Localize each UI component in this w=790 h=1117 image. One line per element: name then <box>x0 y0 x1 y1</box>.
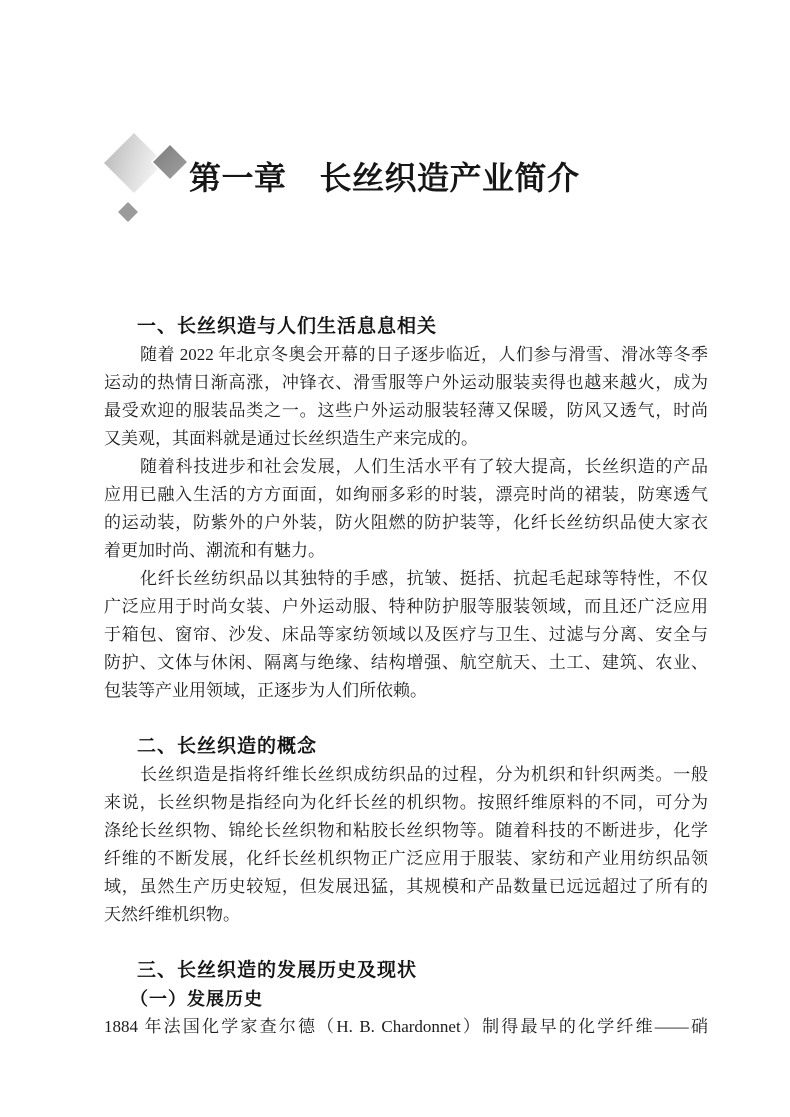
paragraph-line: 1884 年法国化学家查尔德（H. B. Chardonnet）制得最早的化学纤维——硝 <box>104 1017 708 1036</box>
chapter-decoration <box>100 125 195 230</box>
chapter-heading <box>189 158 580 198</box>
paragraph-line: 长丝织造是指将纤维长丝织成纺织品的过程，分为机织和针织两类。一般 <box>140 765 708 784</box>
paragraph-line: 最受欢迎的服装品类之一。这些户外运动服装轻薄又保暖，防风又透气，时尚 <box>104 401 708 420</box>
paragraph <box>104 1013 708 1041</box>
diamond-small-icon <box>118 202 138 222</box>
paragraph <box>104 341 708 453</box>
section-heading: 一、长丝织造与人们生活息息相关 <box>137 316 438 337</box>
paragraph-line: 于箱包、窗帘、沙发、床品等家纺领域以及医疗与卫生、过滤与分离、安全与 <box>104 625 708 644</box>
paragraph-line: 来说，长丝织物是指经向为化纤长丝的机织物。按照纤维原料的不同，可分为 <box>104 793 708 812</box>
paragraph-line: 防护、文体与休闲、隔离与绝缘、结构增强、航空航天、土工、建筑、农业、 <box>104 653 708 672</box>
diamond-dark-icon <box>152 144 188 180</box>
paragraph-line: 域，虽然生产历史较短，但发展迅猛，其规模和产品数量已远远超过了所有的 <box>104 877 708 896</box>
paragraph-line: 天然纤维机织物。 <box>104 905 240 924</box>
paragraph-line: 化纤长丝纺织品以其独特的手感，抗皱、挺括、抗起毛起球等特性，不仅 <box>140 569 708 588</box>
paragraph <box>104 761 708 929</box>
paragraph-line: 又美观，其面料就是通过长丝织造生产来完成的。 <box>104 429 478 448</box>
paragraph-line: 随着科技进步和社会发展，人们生活水平有了较大提高，长丝织造的产品 <box>140 457 708 476</box>
section-heading: 二、长丝织造的概念 <box>137 736 318 757</box>
paragraph-line: 的运动装，防紫外的户外装，防火阻燃的防护装等，化纤长丝纺织品使大家衣 <box>104 513 708 532</box>
paragraph-line: 广泛应用于时尚女装、户外运动服、特种防护服等服装领域，而且还广泛应用 <box>104 597 708 616</box>
paragraph-line: 纤维的不断发展，化纤长丝机织物正广泛应用于服装、家纺和产业用纺织品领 <box>104 849 708 868</box>
subsection-heading: （一）发展历史 <box>130 989 263 1009</box>
body-text <box>104 313 708 1041</box>
paragraph-line: 随着 2022 年北京冬奥会开幕的日子逐步临近，人们参与滑雪、滑冰等冬季 <box>140 345 708 364</box>
paragraph-line: 着更加时尚、潮流和有魅力。 <box>104 541 325 560</box>
paragraph-line: 运动的热情日渐高涨，冲锋衣、滑雪服等户外运动服装卖得也越来越火，成为 <box>104 373 708 392</box>
paragraph-line: 涤纶长丝织物、锦纶长丝织物和粘胶长丝织物等。随着科技的不断进步，化学 <box>104 821 708 840</box>
section-heading: 三、长丝织造的发展历史及现状 <box>137 960 418 981</box>
chapter-title: 长丝织造产业简介 <box>319 160 580 196</box>
paragraph <box>104 453 708 565</box>
paragraph <box>104 565 708 705</box>
chapter-number: 第一章 <box>189 160 287 196</box>
paragraph-line: 包装等产业用领域，正逐步为人们所依赖。 <box>104 681 427 700</box>
paragraph-line: 应用已融入生活的方方面面，如绚丽多彩的时装，漂亮时尚的裙装，防寒透气 <box>104 485 708 504</box>
